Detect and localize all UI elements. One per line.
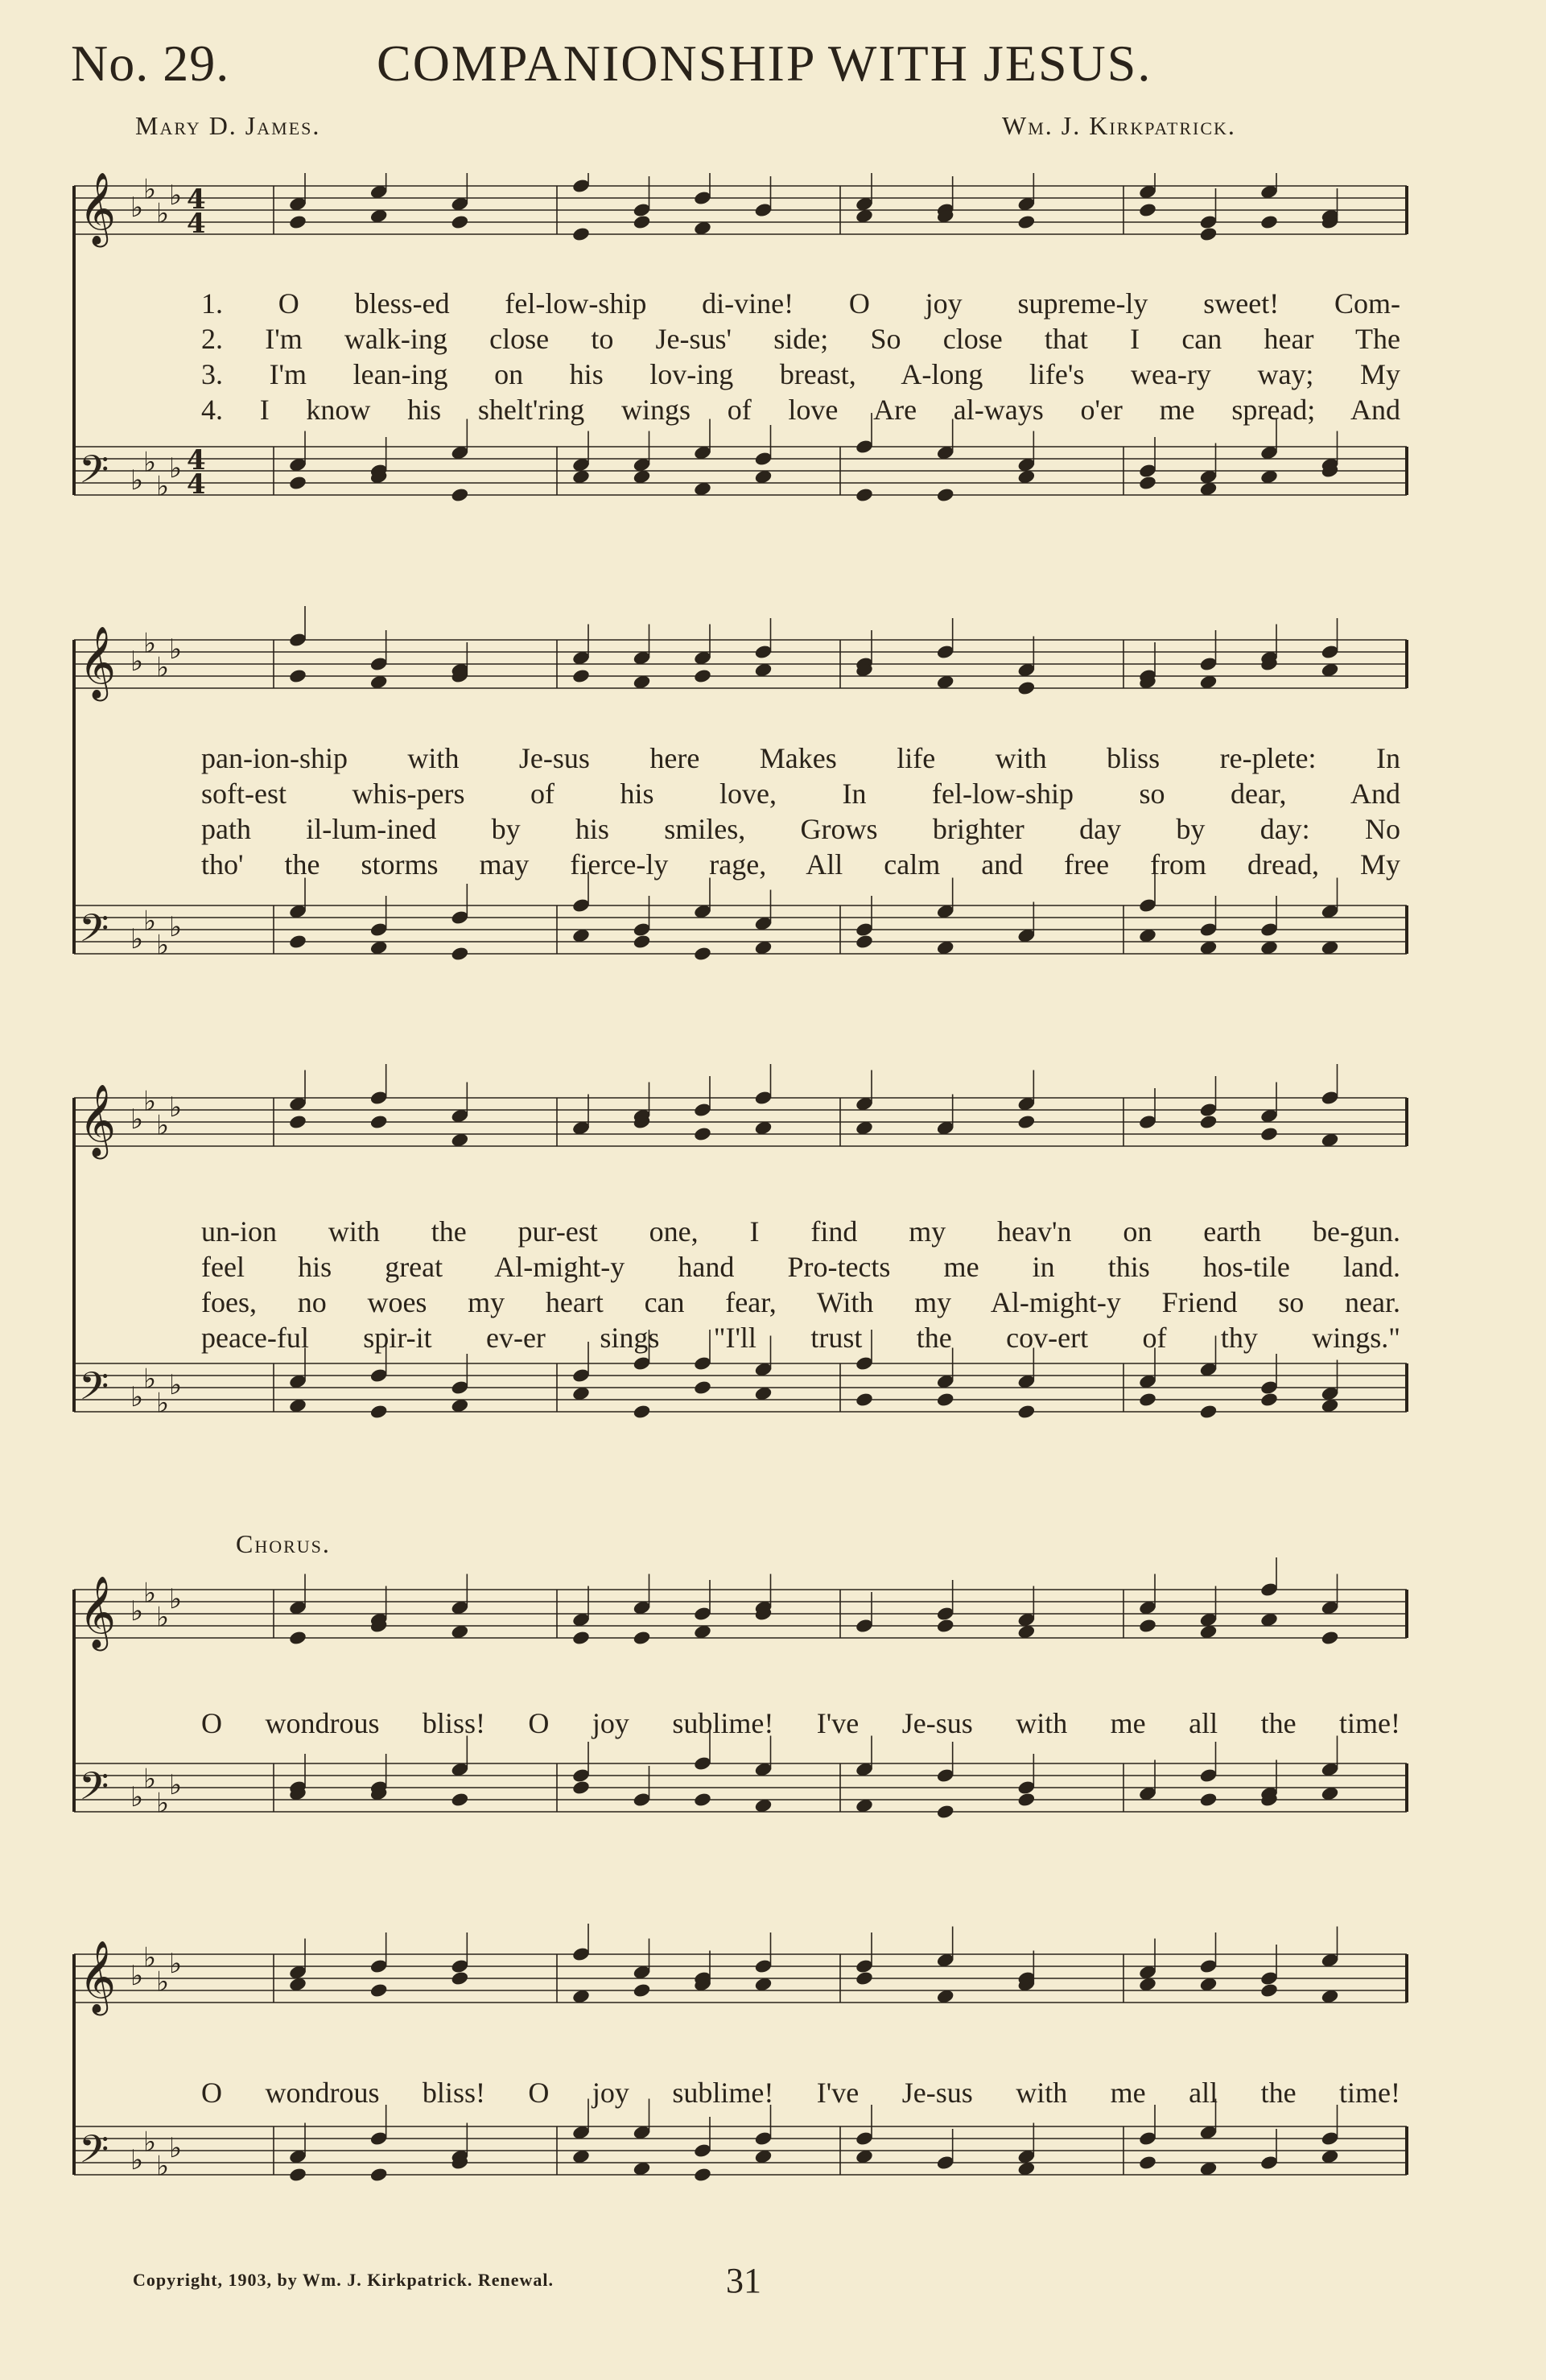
- chorus-label: Chorus.: [236, 1529, 331, 1558]
- flat-icon: ♭: [169, 2132, 183, 2164]
- verse-4-line-1: 4. I know his shelt'ring wings of love Are al-ways o'er me spread; And: [201, 394, 1400, 426]
- treble-clef-icon: 𝄞: [79, 1576, 117, 1648]
- note-head: [936, 487, 955, 503]
- flat-icon: ♭: [156, 1601, 170, 1634]
- verse-3-line-3: foes, no woes my heart can fear, With my Al-might-y Friend so near.: [201, 1286, 1400, 1318]
- note-head: [633, 1982, 652, 1998]
- verse-2-line-2: soft-est whis-pers of his love, In fel-low-ship so dear, And: [201, 778, 1400, 810]
- note-head: [1199, 226, 1218, 242]
- note-head: [369, 1404, 389, 1420]
- flat-icon: ♭: [156, 2150, 170, 2183]
- note-head: [1138, 1618, 1157, 1634]
- note-head: [451, 214, 470, 230]
- verse-2-line-1: 2. I'm walk-ing close to Je-sus' side; So close that I can hear The: [201, 323, 1400, 355]
- note-head: [1199, 1404, 1218, 1420]
- flat-icon: ♭: [143, 173, 157, 206]
- note-head: [1017, 1404, 1037, 1420]
- treble-clef-icon: 𝄞: [79, 626, 117, 699]
- note-head: [693, 1126, 712, 1142]
- bass-clef-icon: 𝄢: [79, 905, 109, 960]
- flat-icon: ♭: [156, 929, 170, 962]
- flat-icon: ♭: [130, 192, 144, 224]
- bass-clef-icon: 𝄢: [79, 2126, 109, 2181]
- verse-2-line-3: feel his great Al-might-y hand Pro-tects me in this hos-tile land.: [201, 1251, 1400, 1283]
- note-head: [1259, 1126, 1279, 1142]
- note-head: [855, 487, 874, 503]
- flat-icon: ♭: [143, 1085, 157, 1118]
- note-head: [936, 1618, 955, 1634]
- bass-clef-icon: 𝄢: [79, 447, 109, 501]
- note-head: [288, 934, 307, 950]
- note-head: [571, 668, 591, 684]
- flat-icon: ♭: [143, 1577, 157, 1610]
- flat-icon: ♭: [169, 179, 183, 212]
- flat-icon: ♭: [130, 1103, 144, 1136]
- note-head: [1138, 1392, 1157, 1408]
- treble-clef-icon: 𝄞: [79, 1084, 117, 1157]
- note-head: [1017, 1792, 1037, 1808]
- chorus-line-2: O wondrous bliss! O joy sublime! I've Je-sus with me all the time!: [201, 2077, 1400, 2109]
- note-head: [1259, 1392, 1279, 1408]
- note-head: [571, 226, 591, 242]
- flat-icon: ♭: [143, 627, 157, 660]
- note-head: [369, 1114, 389, 1130]
- time-signature: 4: [187, 184, 206, 216]
- flat-icon: ♭: [130, 1595, 144, 1627]
- flat-icon: ♭: [156, 651, 170, 684]
- flat-icon: ♭: [130, 1960, 144, 1992]
- flat-icon: ♭: [169, 1091, 183, 1124]
- flat-icon: ♭: [156, 197, 170, 230]
- note-head: [571, 1630, 591, 1646]
- note-head: [633, 1630, 652, 1646]
- note-head: [369, 2167, 389, 2183]
- flat-icon: ♭: [143, 905, 157, 938]
- note-head: [288, 214, 307, 230]
- note-head: [693, 1380, 712, 1396]
- flat-icon: ♭: [143, 2126, 157, 2159]
- flat-icon: ♭: [156, 470, 170, 503]
- flat-icon: ♭: [143, 1363, 157, 1396]
- flat-icon: ♭: [130, 464, 144, 497]
- time-signature: 4: [187, 444, 206, 476]
- note-head: [633, 214, 652, 230]
- flat-icon: ♭: [143, 1763, 157, 1796]
- note-head: [288, 475, 307, 491]
- note-head: [855, 1970, 874, 1986]
- verse-3-line-1: 3. I'm lean-ing on his lov-ing breast, A-long life's wea-ry way; My: [201, 358, 1400, 390]
- note-head: [936, 1804, 955, 1820]
- time-signature: 4: [187, 208, 206, 240]
- note-head: [1321, 1630, 1340, 1646]
- flat-icon: ♭: [156, 1387, 170, 1420]
- flat-icon: ♭: [169, 1583, 183, 1615]
- bass-clef-icon: 𝄢: [79, 1763, 109, 1818]
- note-head: [693, 668, 712, 684]
- verse-4-line-2: tho' the storms may fierce-ly rage, All calm and free from dread, My: [201, 848, 1400, 881]
- flat-icon: ♭: [156, 1787, 170, 1820]
- note-head: [1199, 1792, 1218, 1808]
- treble-clef-icon: 𝄞: [79, 173, 117, 245]
- note-head: [1017, 680, 1037, 696]
- flat-icon: ♭: [169, 452, 183, 485]
- flat-icon: ♭: [130, 2144, 144, 2176]
- flat-icon: ♭: [130, 646, 144, 678]
- composer-credit: Wm. J. Kirkpatrick.: [1002, 111, 1236, 140]
- note-head: [451, 1792, 470, 1808]
- hymn-number: No. 29.: [71, 35, 230, 92]
- note-head: [855, 1392, 874, 1408]
- flat-icon: ♭: [143, 1941, 157, 1974]
- note-head: [1138, 2155, 1157, 2171]
- verse-1-line-2: pan-ion-ship with Je-sus here Makes life with bliss re-plete: In: [201, 742, 1400, 774]
- note-head: [451, 946, 470, 962]
- copyright-notice: Copyright, 1903, by Wm. J. Kirkpatrick. Renewal.: [133, 2270, 554, 2290]
- note-head: [1017, 214, 1037, 230]
- verse-3-line-2: path il-lum-ined by his smiles, Grows brighter day by day: No: [201, 813, 1400, 845]
- bass-clef-icon: 𝄢: [79, 1363, 109, 1418]
- note-head: [1259, 1982, 1279, 1998]
- note-head: [1017, 1114, 1037, 1130]
- note-head: [1259, 214, 1279, 230]
- treble-clef-icon: 𝄞: [79, 1941, 117, 2013]
- author-credit: Mary D. James.: [135, 111, 321, 140]
- note-head: [571, 1780, 591, 1796]
- note-head: [693, 1792, 712, 1808]
- note-head: [451, 487, 470, 503]
- note-head: [288, 668, 307, 684]
- flat-icon: ♭: [169, 911, 183, 943]
- flat-icon: ♭: [156, 1109, 170, 1142]
- note-head: [1199, 1114, 1218, 1130]
- flat-icon: ♭: [169, 1369, 183, 1401]
- note-head: [1138, 202, 1157, 218]
- flat-icon: ♭: [130, 1781, 144, 1813]
- verse-1-line-3: un-ion with the pur-est one, I find my heav'n on earth be-gun.: [201, 1215, 1400, 1248]
- chorus-line-1: O wondrous bliss! O joy sublime! I've Je-sus with me all the time!: [201, 1707, 1400, 1739]
- time-signature: 4: [187, 468, 206, 501]
- note-head: [855, 934, 874, 950]
- flat-icon: ♭: [130, 1381, 144, 1413]
- verse-4-line-3: peace-ful spir-it ev-er sings "I'll trust the cov-ert of thy wings.": [201, 1322, 1400, 1354]
- flat-icon: ♭: [169, 1769, 183, 1801]
- flat-icon: ♭: [169, 633, 183, 666]
- note-head: [369, 1982, 389, 1998]
- note-head: [693, 946, 712, 962]
- flat-icon: ♭: [130, 923, 144, 955]
- note-head: [288, 1630, 307, 1646]
- hymn-title: COMPANIONSHIP WITH JESUS.: [377, 35, 1152, 92]
- flat-icon: ♭: [156, 1965, 170, 1998]
- note-head: [288, 1114, 307, 1130]
- note-head: [633, 934, 652, 950]
- verse-1-line-1: 1. O bless-ed fel-low-ship di-vine! O joy supreme-ly sweet! Com-: [201, 287, 1400, 320]
- flat-icon: ♭: [143, 446, 157, 479]
- note-head: [633, 1404, 652, 1420]
- page-number: 31: [726, 2261, 761, 2300]
- note-head: [693, 2167, 712, 2183]
- note-head: [1138, 475, 1157, 491]
- note-head: [936, 1392, 955, 1408]
- note-head: [451, 1970, 470, 1986]
- flat-icon: ♭: [169, 1948, 183, 1980]
- note-head: [288, 2167, 307, 2183]
